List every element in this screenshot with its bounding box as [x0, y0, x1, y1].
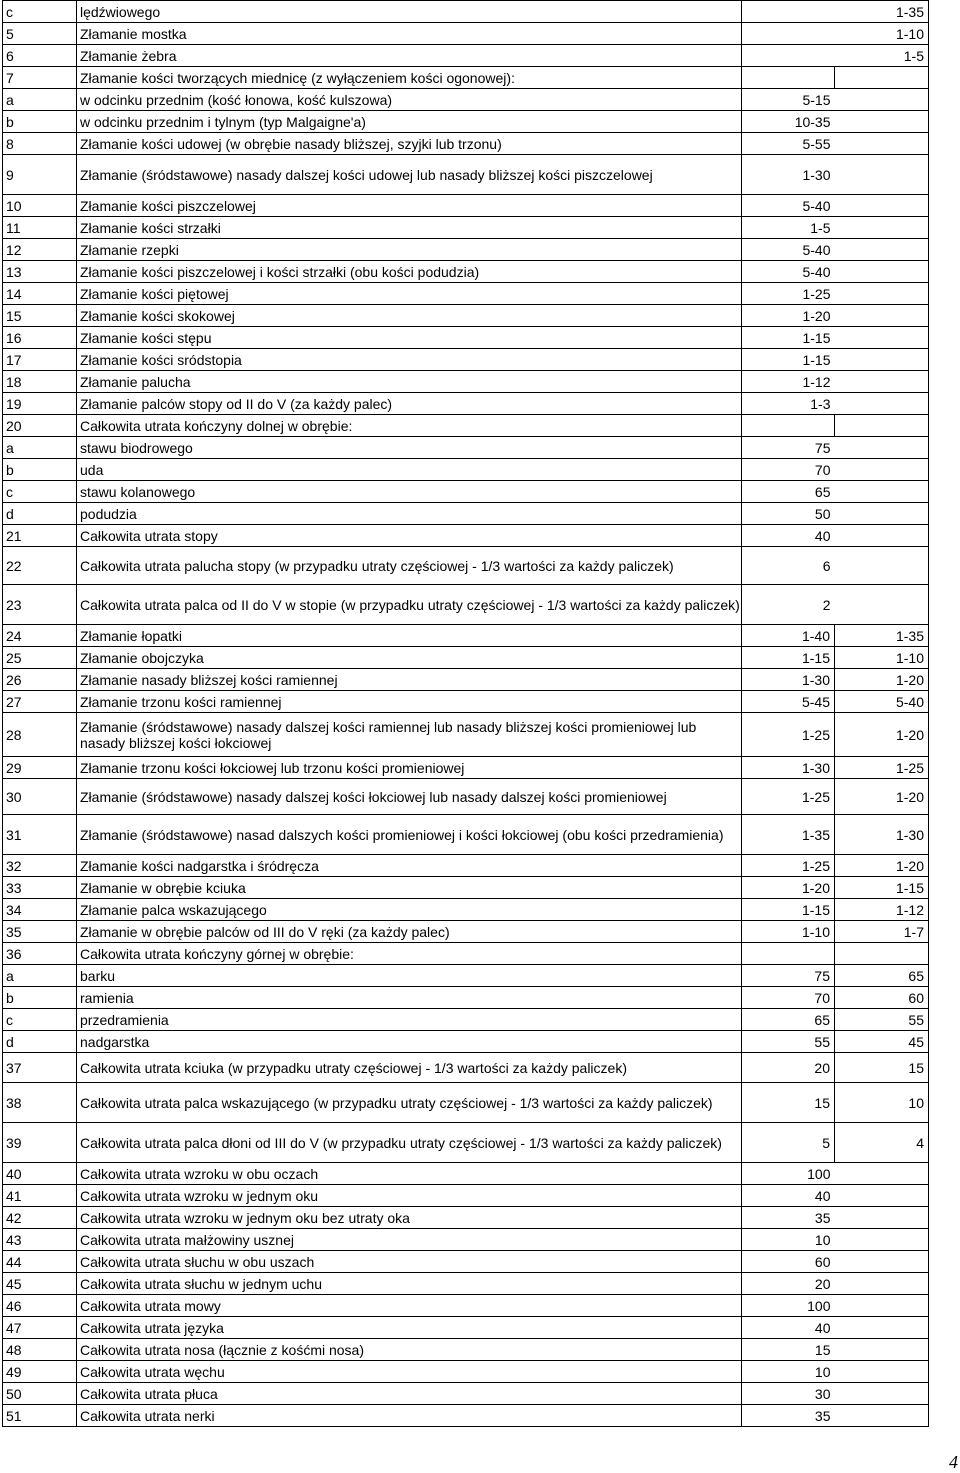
row-value-secondary — [835, 1317, 929, 1339]
row-description: nadgarstka — [77, 1031, 742, 1053]
row-number: 36 — [3, 943, 77, 965]
row-description: uda — [77, 459, 742, 481]
row-number: 34 — [3, 899, 77, 921]
row-number: 13 — [3, 261, 77, 283]
row-description: Całkowita utrata kciuka (w przypadku utraty częściowej - 1/3 wartości za każdy paliczek) — [77, 1053, 742, 1083]
row-number: b — [3, 111, 77, 133]
row-number: 42 — [3, 1207, 77, 1229]
row-description: Złamanie (śródstawowe) nasady dalszej kości ramiennej lub nasady bliższej kości promieniowej lub nasady bliższej kości łokciowej — [77, 713, 742, 757]
row-value-secondary — [835, 217, 929, 239]
table-row — [3, 691, 929, 713]
row-value-secondary: 10 — [835, 1083, 929, 1123]
row-number: 18 — [3, 371, 77, 393]
row-value-primary: 1-25 — [742, 779, 835, 815]
row-value-primary: 1-25 — [742, 855, 835, 877]
row-value-primary: 1-25 — [742, 283, 835, 305]
row-description: Całkowita utrata kończyny dolnej w obrębie: — [77, 415, 742, 437]
row-number: d — [3, 503, 77, 525]
row-value-secondary — [835, 67, 929, 89]
row-description: Złamanie (śródstawowe) nasad dalszych kości promieniowej i kości łokciowej (obu kości przedramienia) — [77, 815, 742, 855]
table-row — [3, 585, 929, 625]
row-description: Złamanie żebra — [77, 45, 742, 67]
row-value-secondary: 1-25 — [835, 757, 929, 779]
row-value-secondary — [835, 525, 929, 547]
row-value-secondary: 45 — [835, 1031, 929, 1053]
row-description: Złamanie łopatki — [77, 625, 742, 647]
row-number: a — [3, 437, 77, 459]
row-description: Złamanie kości nadgarstka i śródręcza — [77, 855, 742, 877]
row-value-secondary — [835, 111, 929, 133]
table-row — [3, 877, 929, 899]
row-description: Całkowita utrata palucha stopy (w przypadku utraty częściowej - 1/3 wartości za każdy paliczek) — [77, 547, 742, 585]
row-description: Złamanie kości piętowej — [77, 283, 742, 305]
row-number: 28 — [3, 713, 77, 757]
row-description: Złamanie w obrębie kciuka — [77, 877, 742, 899]
table-row — [3, 1317, 929, 1339]
table-row — [3, 713, 929, 757]
row-number: 12 — [3, 239, 77, 261]
row-value-primary: 65 — [742, 481, 835, 503]
row-value-secondary — [835, 943, 929, 965]
table-row — [3, 437, 929, 459]
row-number: 5 — [3, 23, 77, 45]
table-row — [3, 217, 929, 239]
row-value-secondary: 1-10 — [835, 23, 929, 45]
row-number: 11 — [3, 217, 77, 239]
row-value-primary: 6 — [742, 547, 835, 585]
row-value-primary: 1-15 — [742, 327, 835, 349]
row-description: Złamanie trzonu kości ramiennej — [77, 691, 742, 713]
table-row — [3, 855, 929, 877]
row-description: Złamanie rzepki — [77, 239, 742, 261]
table-row — [3, 921, 929, 943]
row-description: Całkowita utrata słuchu w obu uszach — [77, 1251, 742, 1273]
row-number: 30 — [3, 779, 77, 815]
row-value-primary: 1-20 — [742, 305, 835, 327]
table-row — [3, 943, 929, 965]
table-row — [3, 1273, 929, 1295]
table-row — [3, 305, 929, 327]
row-description: Całkowita utrata palca od II do V w stopie (w przypadku utraty częściowej - 1/3 wartości za każdy paliczek) — [77, 585, 742, 625]
row-value-primary: 1-3 — [742, 393, 835, 415]
row-value-primary: 1-15 — [742, 899, 835, 921]
row-value-primary: 1-30 — [742, 155, 835, 195]
row-description: Całkowita utrata palca wskazującego (w przypadku utraty częściowej - 1/3 wartości za każdy paliczek) — [77, 1083, 742, 1123]
table-row — [3, 1339, 929, 1361]
table-row — [3, 327, 929, 349]
row-number: c — [3, 1009, 77, 1031]
row-number: 6 — [3, 45, 77, 67]
row-value-primary: 100 — [742, 1295, 835, 1317]
table-row — [3, 1295, 929, 1317]
row-description: Całkowita utrata wzroku w obu oczach — [77, 1163, 742, 1185]
table-row — [3, 1229, 929, 1251]
table-row — [3, 899, 929, 921]
row-description: Całkowita utrata małżowiny usznej — [77, 1229, 742, 1251]
table-row — [3, 23, 929, 45]
row-number: 50 — [3, 1383, 77, 1405]
row-value-primary: 65 — [742, 1009, 835, 1031]
row-description: Złamanie kości sródstopia — [77, 349, 742, 371]
row-value-primary — [742, 1, 835, 23]
table-row — [3, 1123, 929, 1163]
table-row — [3, 349, 929, 371]
row-description: przedramienia — [77, 1009, 742, 1031]
row-description: Złamanie w obrębie palców od III do V ręki (za każdy palec) — [77, 921, 742, 943]
row-number: 48 — [3, 1339, 77, 1361]
row-value-secondary — [835, 1273, 929, 1295]
row-value-secondary — [835, 459, 929, 481]
row-number: 46 — [3, 1295, 77, 1317]
row-number: d — [3, 1031, 77, 1053]
row-value-secondary — [835, 1339, 929, 1361]
row-description: w odcinku przednim (kość łonowa, kość kulszowa) — [77, 89, 742, 111]
row-value-secondary — [835, 415, 929, 437]
row-description: Złamanie kości skokowej — [77, 305, 742, 327]
row-number: 45 — [3, 1273, 77, 1295]
table-row — [3, 625, 929, 647]
row-value-primary: 15 — [742, 1083, 835, 1123]
table-row — [3, 779, 929, 815]
table-row — [3, 239, 929, 261]
table-row — [3, 987, 929, 1009]
row-value-secondary: 1-12 — [835, 899, 929, 921]
row-description: Całkowita utrata wzroku w jednym oku bez utraty oka — [77, 1207, 742, 1229]
row-value-primary: 1-15 — [742, 647, 835, 669]
row-value-secondary — [835, 155, 929, 195]
row-number: 24 — [3, 625, 77, 647]
table-row — [3, 133, 929, 155]
row-value-primary: 10 — [742, 1229, 835, 1251]
row-description: lędźwiowego — [77, 1, 742, 23]
row-number: c — [3, 1, 77, 23]
row-value-secondary — [835, 1405, 929, 1427]
table-row — [3, 1207, 929, 1229]
table-row — [3, 371, 929, 393]
row-number: 7 — [3, 67, 77, 89]
table-row — [3, 261, 929, 283]
table-row — [3, 393, 929, 415]
row-number: 49 — [3, 1361, 77, 1383]
table-row — [3, 503, 929, 525]
row-value-secondary — [835, 481, 929, 503]
row-number: a — [3, 89, 77, 111]
row-number: 43 — [3, 1229, 77, 1251]
row-value-secondary — [835, 283, 929, 305]
row-value-secondary — [835, 1207, 929, 1229]
row-value-primary: 2 — [742, 585, 835, 625]
row-number: 14 — [3, 283, 77, 305]
row-description: Złamanie kości strzałki — [77, 217, 742, 239]
table-row — [3, 647, 929, 669]
row-description: Złamanie mostka — [77, 23, 742, 45]
table-row — [3, 547, 929, 585]
row-number: c — [3, 481, 77, 503]
row-value-primary: 1-40 — [742, 625, 835, 647]
row-description: Złamanie obojczyka — [77, 647, 742, 669]
table-row — [3, 283, 929, 305]
row-value-primary: 5-40 — [742, 239, 835, 261]
table-row — [3, 155, 929, 195]
row-description: Złamanie kości tworzących miednicę (z wyłączeniem kości ogonowej): — [77, 67, 742, 89]
row-value-primary: 40 — [742, 525, 835, 547]
row-description: Całkowita utrata palca dłoni od III do V (w przypadku utraty częściowej - 1/3 wartości za każdy paliczek) — [77, 1123, 742, 1163]
table-row — [3, 815, 929, 855]
row-description: Całkowita utrata mowy — [77, 1295, 742, 1317]
row-value-secondary — [835, 327, 929, 349]
row-description: Całkowita utrata stopy — [77, 525, 742, 547]
row-value-secondary: 1-35 — [835, 625, 929, 647]
table-row — [3, 1185, 929, 1207]
row-value-primary: 50 — [742, 503, 835, 525]
table-row — [3, 459, 929, 481]
table-row — [3, 1163, 929, 1185]
row-number: 41 — [3, 1185, 77, 1207]
row-value-secondary: 55 — [835, 1009, 929, 1031]
row-value-primary: 10 — [742, 1361, 835, 1383]
row-value-primary: 1-15 — [742, 349, 835, 371]
row-value-primary: 5-40 — [742, 195, 835, 217]
row-value-secondary — [835, 1361, 929, 1383]
row-value-secondary — [835, 239, 929, 261]
row-value-secondary: 1-7 — [835, 921, 929, 943]
row-description: stawu kolanowego — [77, 481, 742, 503]
row-number: 8 — [3, 133, 77, 155]
row-value-secondary — [835, 261, 929, 283]
row-value-secondary — [835, 503, 929, 525]
row-value-primary: 5-55 — [742, 133, 835, 155]
row-value-primary: 5-45 — [742, 691, 835, 713]
table-row — [3, 415, 929, 437]
table-row — [3, 965, 929, 987]
row-description: Całkowita utrata nosa (łącznie z kośćmi nosa) — [77, 1339, 742, 1361]
row-value-secondary — [835, 1295, 929, 1317]
injury-table — [2, 0, 929, 1427]
row-number: 44 — [3, 1251, 77, 1273]
row-value-secondary: 1-20 — [835, 779, 929, 815]
row-number: 47 — [3, 1317, 77, 1339]
row-value-secondary: 15 — [835, 1053, 929, 1083]
row-number: 10 — [3, 195, 77, 217]
row-value-primary: 40 — [742, 1317, 835, 1339]
row-number: 22 — [3, 547, 77, 585]
row-description: w odcinku przednim i tylnym (typ Malgaigne'a) — [77, 111, 742, 133]
row-value-primary: 30 — [742, 1383, 835, 1405]
row-number: 17 — [3, 349, 77, 371]
table-row — [3, 67, 929, 89]
row-value-secondary — [835, 133, 929, 155]
row-number: 9 — [3, 155, 77, 195]
table-row — [3, 1053, 929, 1083]
row-value-secondary: 1-15 — [835, 877, 929, 899]
row-number: 35 — [3, 921, 77, 943]
row-description: stawu biodrowego — [77, 437, 742, 459]
row-description: Złamanie kości udowej (w obrębie nasady bliższej, szyjki lub trzonu) — [77, 133, 742, 155]
row-value-primary: 75 — [742, 437, 835, 459]
table-row — [3, 1009, 929, 1031]
row-value-secondary — [835, 89, 929, 111]
row-value-secondary — [835, 349, 929, 371]
table-row — [3, 1405, 929, 1427]
row-description: Złamanie kości stępu — [77, 327, 742, 349]
table-row — [3, 1, 929, 23]
row-value-secondary: 1-10 — [835, 647, 929, 669]
row-value-secondary: 1-20 — [835, 855, 929, 877]
row-value-primary: 70 — [742, 987, 835, 1009]
row-number: 37 — [3, 1053, 77, 1083]
row-description: Całkowita utrata kończyny górnej w obrębie: — [77, 943, 742, 965]
row-value-primary: 1-20 — [742, 877, 835, 899]
row-number: 32 — [3, 855, 77, 877]
row-number: 26 — [3, 669, 77, 691]
row-value-secondary — [835, 585, 929, 625]
row-number: 15 — [3, 305, 77, 327]
row-number: 33 — [3, 877, 77, 899]
row-value-primary: 10-35 — [742, 111, 835, 133]
row-number: b — [3, 459, 77, 481]
row-value-secondary: 4 — [835, 1123, 929, 1163]
row-value-primary: 15 — [742, 1339, 835, 1361]
row-value-secondary: 1-20 — [835, 713, 929, 757]
row-value-secondary: 1-20 — [835, 669, 929, 691]
row-number: 21 — [3, 525, 77, 547]
row-value-primary: 55 — [742, 1031, 835, 1053]
row-description: Złamanie (śródstawowe) nasady dalszej kości łokciowej lub nasady dalszej kości promieniowej — [77, 779, 742, 815]
row-value-primary: 5-15 — [742, 89, 835, 111]
row-number: a — [3, 965, 77, 987]
row-value-secondary — [835, 547, 929, 585]
injury-table-body — [3, 1, 929, 1427]
table-row — [3, 525, 929, 547]
row-number: 25 — [3, 647, 77, 669]
row-value-secondary — [835, 1229, 929, 1251]
row-value-primary: 70 — [742, 459, 835, 481]
table-row — [3, 195, 929, 217]
row-value-primary: 1-35 — [742, 815, 835, 855]
row-description: Całkowita utrata płuca — [77, 1383, 742, 1405]
row-value-primary — [742, 415, 835, 437]
table-row — [3, 1083, 929, 1123]
row-value-secondary — [835, 305, 929, 327]
row-value-primary: 1-5 — [742, 217, 835, 239]
row-number: 20 — [3, 415, 77, 437]
row-value-primary: 100 — [742, 1163, 835, 1185]
row-value-primary: 35 — [742, 1207, 835, 1229]
row-value-primary — [742, 23, 835, 45]
row-description: Złamanie nasady bliższej kości ramiennej — [77, 669, 742, 691]
row-value-primary — [742, 943, 835, 965]
row-value-primary: 35 — [742, 1405, 835, 1427]
row-number: 27 — [3, 691, 77, 713]
row-number: 38 — [3, 1083, 77, 1123]
table-row — [3, 1383, 929, 1405]
row-description: Złamanie trzonu kości łokciowej lub trzonu kości promieniowej — [77, 757, 742, 779]
row-value-primary: 20 — [742, 1273, 835, 1295]
row-value-secondary: 60 — [835, 987, 929, 1009]
table-row — [3, 45, 929, 67]
row-value-secondary: 65 — [835, 965, 929, 987]
row-number: 51 — [3, 1405, 77, 1427]
row-value-secondary: 1-5 — [835, 45, 929, 67]
row-value-secondary: 1-35 — [835, 1, 929, 23]
row-description: Całkowita utrata nerki — [77, 1405, 742, 1427]
table-row — [3, 1361, 929, 1383]
row-value-primary: 1-30 — [742, 757, 835, 779]
row-description: Całkowita utrata węchu — [77, 1361, 742, 1383]
row-value-primary: 75 — [742, 965, 835, 987]
table-row — [3, 89, 929, 111]
row-value-secondary — [835, 195, 929, 217]
row-value-primary: 1-10 — [742, 921, 835, 943]
row-description: Złamanie (śródstawowe) nasady dalszej kości udowej lub nasady bliższej kości piszczelowej — [77, 155, 742, 195]
row-value-secondary — [835, 1251, 929, 1273]
row-number: 29 — [3, 757, 77, 779]
row-number: 31 — [3, 815, 77, 855]
table-row — [3, 111, 929, 133]
row-description: Całkowita utrata wzroku w jednym oku — [77, 1185, 742, 1207]
row-value-primary: 1-30 — [742, 669, 835, 691]
row-description: barku — [77, 965, 742, 987]
row-value-secondary — [835, 437, 929, 459]
row-description: Złamanie kości piszczelowej — [77, 195, 742, 217]
row-value-secondary — [835, 1383, 929, 1405]
row-number: 16 — [3, 327, 77, 349]
row-value-secondary: 5-40 — [835, 691, 929, 713]
row-value-primary: 1-25 — [742, 713, 835, 757]
row-value-primary — [742, 45, 835, 67]
row-value-primary: 5 — [742, 1123, 835, 1163]
row-number: b — [3, 987, 77, 1009]
row-value-secondary — [835, 1185, 929, 1207]
row-value-secondary — [835, 1163, 929, 1185]
row-description: Całkowita utrata słuchu w jednym uchu — [77, 1273, 742, 1295]
row-description: ramienia — [77, 987, 742, 1009]
row-value-primary — [742, 67, 835, 89]
row-value-primary: 5-40 — [742, 261, 835, 283]
table-row — [3, 757, 929, 779]
page-number: 4 — [949, 1452, 958, 1472]
row-description: Złamanie palców stopy od II do V (za każdy palec) — [77, 393, 742, 415]
table-row — [3, 669, 929, 691]
row-description: Złamanie palucha — [77, 371, 742, 393]
table-row — [3, 481, 929, 503]
row-value-secondary — [835, 371, 929, 393]
row-value-secondary — [835, 393, 929, 415]
row-description: Całkowita utrata języka — [77, 1317, 742, 1339]
table-row — [3, 1031, 929, 1053]
row-value-primary: 40 — [742, 1185, 835, 1207]
row-description: Złamanie kości piszczelowej i kości strzałki (obu kości podudzia) — [77, 261, 742, 283]
row-description: podudzia — [77, 503, 742, 525]
row-value-primary: 20 — [742, 1053, 835, 1083]
row-value-secondary: 1-30 — [835, 815, 929, 855]
row-number: 23 — [3, 585, 77, 625]
row-number: 19 — [3, 393, 77, 415]
table-row — [3, 1251, 929, 1273]
row-value-primary: 60 — [742, 1251, 835, 1273]
row-description: Złamanie palca wskazującego — [77, 899, 742, 921]
row-number: 40 — [3, 1163, 77, 1185]
row-number: 39 — [3, 1123, 77, 1163]
row-value-primary: 1-12 — [742, 371, 835, 393]
